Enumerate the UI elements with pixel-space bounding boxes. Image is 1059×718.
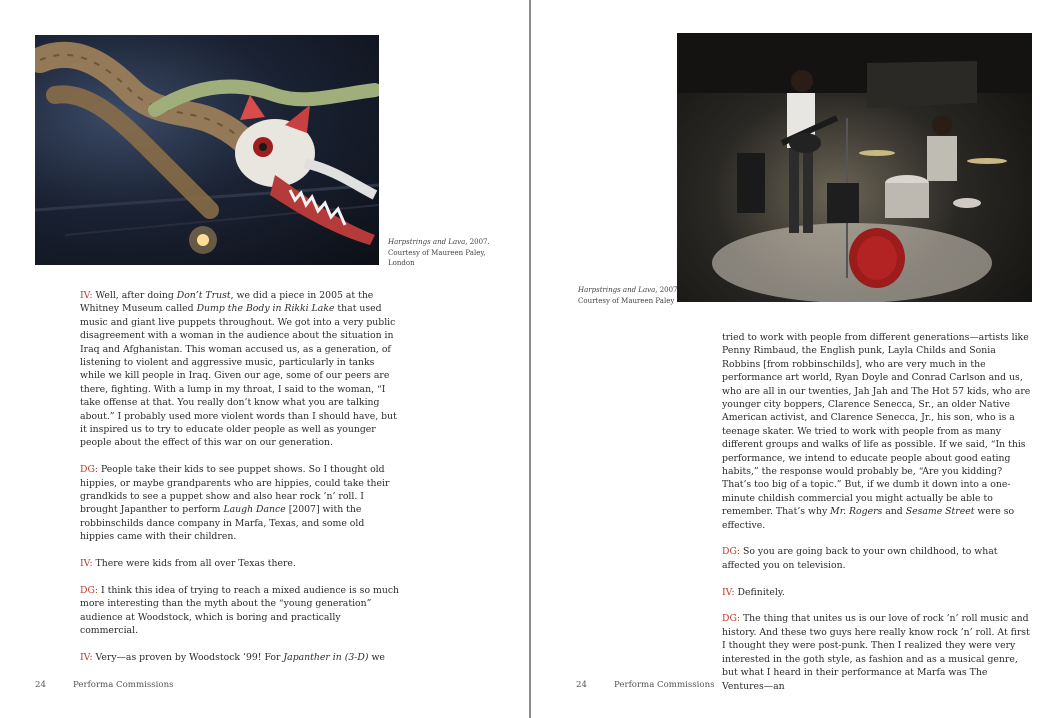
page-number: 24 xyxy=(35,680,46,690)
interview-paragraph xyxy=(80,651,400,664)
caption-credit: Courtesy of Maureen Paley, xyxy=(388,248,486,257)
photo-caption xyxy=(578,285,698,306)
interview-column-right xyxy=(722,331,1032,706)
paragraph-text: [2007] with the robbinschilds dance company in Marfa, Texas, and some old hippies came with their children. xyxy=(80,504,365,543)
speaker-label: IV: xyxy=(722,586,735,598)
right-page xyxy=(531,0,1059,718)
paragraph-text: There were kids from all over Texas there. xyxy=(92,558,296,570)
italic-title: Don’t Trust xyxy=(176,290,231,301)
interview-column-left xyxy=(80,289,400,678)
section-title: Performa Commissions xyxy=(614,680,715,690)
page-footer xyxy=(35,680,174,690)
photo-caption xyxy=(388,237,508,269)
speaker-label: DG: xyxy=(722,546,741,558)
speaker-label: DG: xyxy=(722,613,741,625)
paragraph-text: and xyxy=(882,506,906,518)
paragraph-text: The thing that unites us is our love of rock ’n’ roll music and history. And these two guys here really know rock ’n’ roll. At first I thought they were post-punk. Then I realized they were very interested in the goth style, as fashion and as a musical genre, but what I heard in their performance at Marfa was The Ventures—an xyxy=(722,613,1030,692)
interview-paragraph xyxy=(722,612,1032,692)
paragraph-text: I think this idea of trying to reach a mixed audience is so much more interesting than the myth about the “young generation” audience at Woodstock, which is boring and practically commercial. xyxy=(80,584,400,637)
paragraph-text: that used music and giant live puppets throughout. We got into a very public disagreement with a woman in the audience about the situation in Iraq and Afghanistan. This woman accused us, as a generation, of listening to violent and aggressive music, particularly in tanks while we kill people in Iraq. Given our age, some of our peers are there, fighting. With a lump in my throat, I said to the woman, “I take offense at that. You really don’t know what you are talking about.” I probably used more violent words than I should have, but it inspired us to try to educate older people as well as younger people about the effect of this war on our generation. xyxy=(80,303,397,449)
interview-paragraph xyxy=(80,463,400,543)
paragraph-text: Very—as proven by Woodstock ’99! For xyxy=(92,651,284,663)
caption-date: , 2007. xyxy=(465,238,490,246)
paragraph-text: were so effective. xyxy=(722,506,1015,531)
paragraph-text: Definitely. xyxy=(734,586,785,598)
page-footer xyxy=(576,680,715,690)
interview-paragraph xyxy=(80,584,400,638)
interview-paragraph xyxy=(722,331,1032,532)
page-number: 24 xyxy=(576,680,587,690)
paragraph-text: tried to work with people from different generations—artists like Penny Rimbaud, the English punk, Layla Childs and Sonia Robbins [from robbinschilds], who are very much in the performance art world, Ryan Doyle and Conrad Carlson and us, who are all in our twenties, Jah Jah and The Hot 57 kids, who are younger city boppers, Clarence Senecca, Sr., an older Native American activist, and Clarence Senecca, Jr., his son, who is a teenage skater. We tried to work with people from as many different groups and walks of life as possible. If we said, “In this performance, we intend to educate people about good eating habits,” the response would probably be, “Are you kidding? That’s too big of a topic.” But, if we dumb it down into a one-minute childish commercial you might actually be able to remember. That’s why xyxy=(722,332,1031,518)
speaker-label: IV: xyxy=(80,651,93,663)
interview-paragraph xyxy=(722,545,1032,572)
paragraph-text: we xyxy=(368,651,385,663)
paragraph-text: People take their kids to see puppet shows. So I thought old hippies, or maybe grandparents who are hippies, could take their grandkids to see a puppet show and also hear rock ’n’ roll. I brought Japanther to perform xyxy=(80,464,390,516)
italic-title: Dump the Body in Rikki Lake xyxy=(196,303,335,315)
section-title: Performa Commissions xyxy=(73,680,174,690)
puppet-dragon-illustration xyxy=(35,35,379,265)
interview-paragraph xyxy=(80,557,400,570)
italic-title: Sesame Street xyxy=(905,506,975,518)
speaker-label: IV: xyxy=(80,558,93,570)
paragraph-text: So you are going back to your own childhood, to what affected you on television. xyxy=(722,546,998,571)
speaker-label: IV: xyxy=(80,290,93,301)
paragraph-text: Well, after doing xyxy=(92,290,177,301)
italic-title: Laugh Dance xyxy=(223,504,286,516)
puppet-dragon-photo xyxy=(35,35,379,265)
interview-paragraph xyxy=(80,289,400,450)
band-performance-illustration xyxy=(677,33,1032,302)
caption-location: London xyxy=(388,259,415,267)
italic-title: Mr. Rogers xyxy=(830,506,883,518)
left-page xyxy=(0,0,529,718)
speaker-label: DG: xyxy=(80,584,99,596)
interview-paragraph xyxy=(722,586,1032,599)
caption-credit: Courtesy of Maureen Paley xyxy=(578,296,675,305)
caption-title: Harpstrings and Lava xyxy=(578,286,656,294)
italic-title: Japanther in (3-D) xyxy=(283,651,369,663)
caption-title: Harpstrings and Lava xyxy=(388,238,466,246)
caption-date: , 2007 xyxy=(655,286,678,294)
speaker-label: DG: xyxy=(80,464,99,476)
band-performance-photo xyxy=(677,33,1032,302)
paragraph-text: , we did a piece in 2005 at the Whitney Museum called xyxy=(80,290,374,315)
